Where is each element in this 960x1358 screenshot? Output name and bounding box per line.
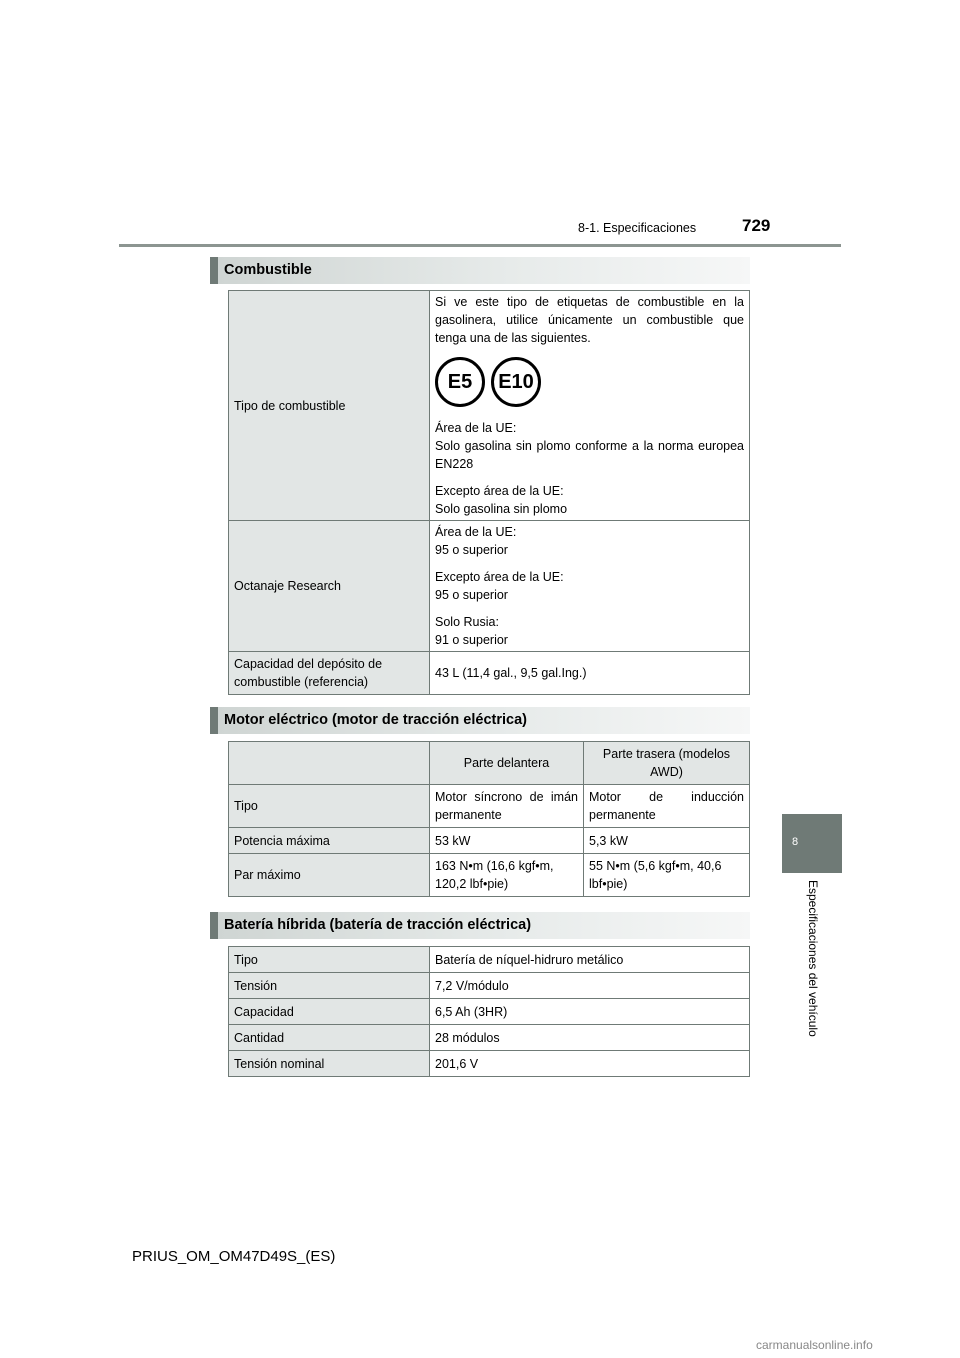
table-row <box>229 947 750 973</box>
fuel-table <box>228 290 750 695</box>
fuel-eu-note <box>435 419 744 473</box>
section-heading-motor: Motor eléctrico (motor de tracción eléctrica) <box>210 707 750 734</box>
document-code: PRIUS_OM_OM47D49S_(ES) <box>132 1248 336 1265</box>
octane-russia <box>435 613 744 649</box>
row-label: Tipo <box>229 947 430 973</box>
column-header-front: Parte delantera <box>430 742 584 785</box>
tank-capacity-value: 43 L (11,4 gal., 9,5 gal.Ing.) <box>430 652 750 695</box>
table-row <box>229 785 750 828</box>
section-title: 8-1. Especificaciones <box>578 221 697 235</box>
table-row <box>229 999 750 1025</box>
cell-rear: 5,3 kW <box>584 828 750 854</box>
fuel-type-label: Tipo de combustible <box>229 291 430 521</box>
column-header-rear: Parte trasera (modelos AWD) <box>584 742 750 785</box>
battery-table <box>228 946 750 1077</box>
section-heading-bateria: Batería híbrida (batería de tracción eléctrica) <box>210 912 750 939</box>
fuel-noneu-heading: Excepto área de la UE: <box>435 484 564 498</box>
tank-capacity-label: Capacidad del depósito de combustible (referencia) <box>229 652 430 695</box>
octane-eu-heading: Área de la UE: <box>435 525 517 539</box>
table-row <box>229 521 750 652</box>
row-label: Tensión <box>229 973 430 999</box>
table-row <box>229 828 750 854</box>
fuel-type-intro: Si ve este tipo de etiquetas de combustible en la gasolinera, utilice únicamente un combustible que tenga una de las siguientes. <box>435 295 744 345</box>
e10-label-badge: E10 <box>491 357 541 407</box>
header-divider <box>119 244 841 247</box>
chapter-tab <box>782 814 842 873</box>
row-value: 28 módulos <box>430 1025 750 1051</box>
fuel-type-value <box>430 291 750 521</box>
row-value: 6,5 Ah (3HR) <box>430 999 750 1025</box>
motor-table <box>228 741 750 897</box>
table-corner-cell <box>229 742 430 785</box>
e5-label-badge: E5 <box>435 357 485 407</box>
cell-front: 163 N•m (16,6 kgf•m, 120,2 lbf•pie) <box>430 854 584 897</box>
row-label: Cantidad <box>229 1025 430 1051</box>
row-value: 7,2 V/módulo <box>430 973 750 999</box>
table-row <box>229 291 750 521</box>
page-number: 729 <box>742 216 771 235</box>
octane-eu <box>435 523 744 559</box>
section-heading-combustible: Combustible <box>210 257 750 284</box>
table-row <box>229 1051 750 1077</box>
chapter-label: Especificaciones del vehículo <box>806 880 820 1037</box>
watermark: carmanualsonline.info <box>756 1338 873 1352</box>
octane-russia-text: 91 o superior <box>435 633 508 647</box>
row-value: 201,6 V <box>430 1051 750 1077</box>
table-row <box>229 854 750 897</box>
row-label: Tipo <box>229 785 430 828</box>
table-row <box>229 652 750 695</box>
fuel-eu-text: Solo gasolina sin plomo conforme a la norma europea EN228 <box>435 439 744 471</box>
fuel-eu-heading: Área de la UE: <box>435 421 517 435</box>
chapter-number: 8 <box>792 836 799 848</box>
row-value: Batería de níquel-hidruro metálico <box>430 947 750 973</box>
row-label: Potencia máxima <box>229 828 430 854</box>
fuel-noneu-text: Solo gasolina sin plomo <box>435 502 568 516</box>
octane-noneu-text: 95 o superior <box>435 588 508 602</box>
row-label: Par máximo <box>229 854 430 897</box>
octane-eu-text: 95 o superior <box>435 543 508 557</box>
octane-russia-heading: Solo Rusia: <box>435 615 499 629</box>
cell-front: 53 kW <box>430 828 584 854</box>
row-label: Tensión nominal <box>229 1051 430 1077</box>
cell-rear: 55 N•m (5,6 kgf•m, 40,6 lbf•pie) <box>584 854 750 897</box>
octane-noneu-heading: Excepto área de la UE: <box>435 570 564 584</box>
octane-value <box>430 521 750 652</box>
fuel-label-badges <box>435 357 744 407</box>
row-label: Capacidad <box>229 999 430 1025</box>
cell-rear: Motor de inducción permanente <box>584 785 750 828</box>
octane-label: Octanaje Research <box>229 521 430 652</box>
table-header-row <box>229 742 750 785</box>
cell-front: Motor síncrono de imán permanente <box>430 785 584 828</box>
table-row <box>229 973 750 999</box>
fuel-noneu-note <box>435 482 744 518</box>
table-row <box>229 1025 750 1051</box>
octane-noneu <box>435 568 744 604</box>
